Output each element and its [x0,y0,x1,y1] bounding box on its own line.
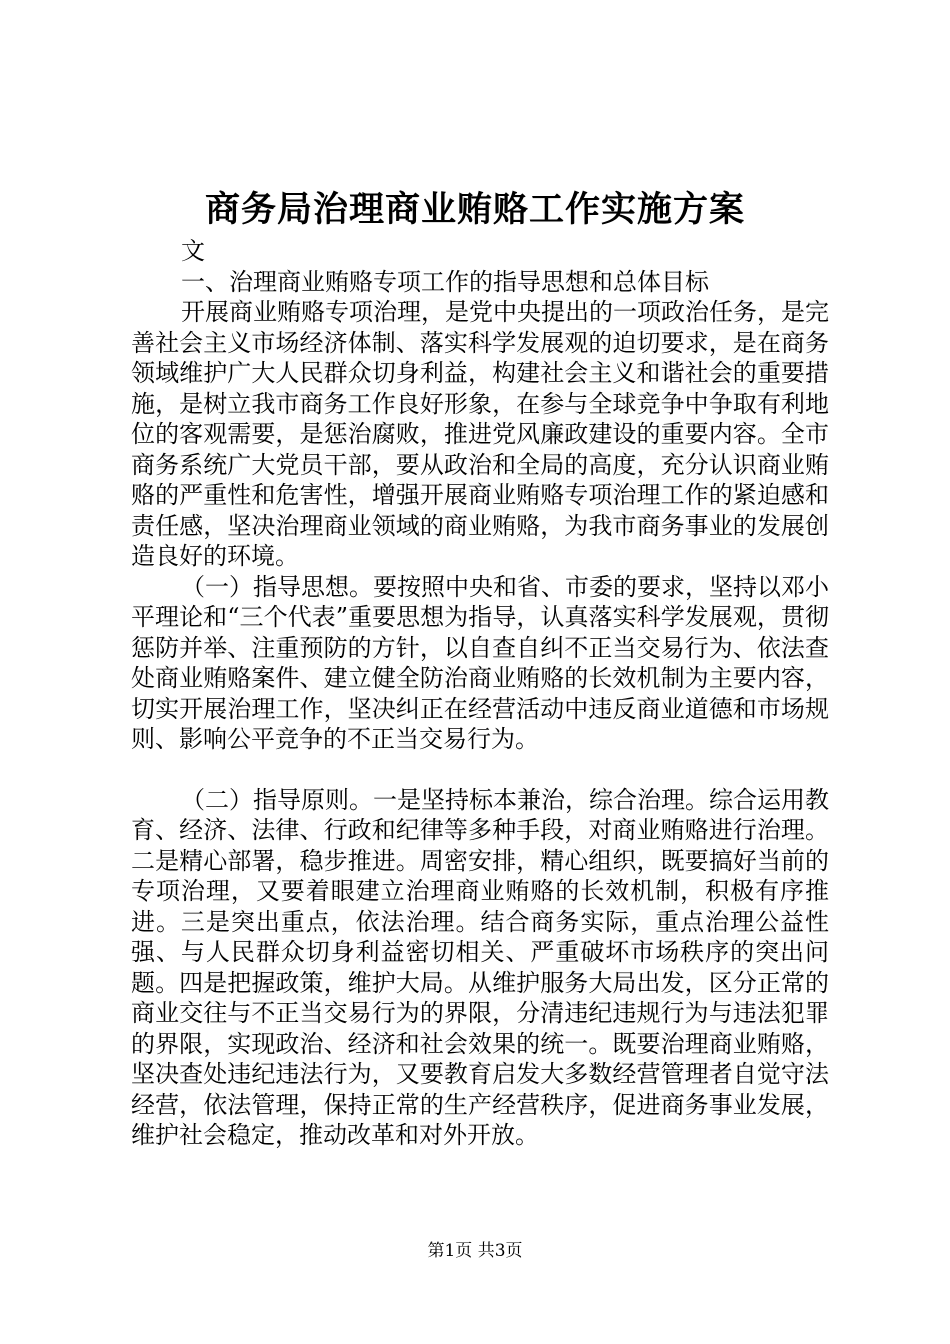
document-body [131,236,829,1151]
body-paragraph-2: 开展商业贿赂专项治理，是党中央提出的一项政治任务，是完善社会主义市场经济体制、落实科学发展观的迫切要求，是在商务领域维护广大人民群众切身利益，构建社会主义和谐社会的重要措施，是树立我市商务工作良好形象，在参与全球竞争中争取有利地位的客观需要，是惩治腐败，推进党风廉政建设的重要内容。全市商务系统广大党员干部，要从政治和全局的高度，充分认识商业贿赂的严重性和危害性，增强开展商业贿赂专项治理工作的紧迫感和责任感，坚决治理商业领域的商业贿赂，为我市商务事业的发展创造良好的环境。 [131,298,829,570]
document-title: 商务局治理商业贿赂工作实施方案 [204,189,745,230]
body-paragraph-3: （一）指导思想。要按照中央和省、市委的要求，坚持以邓小平理论和“三个代表”重要思想为指导，认真落实科学发展观，贯彻惩防并举、注重预防的方针，以自查自纠不正当交易行为、依法查处商业贿赂案件、建立健全防治商业贿赂的长效机制为主要内容，切实开展治理工作，坚决纠正在经营活动中违反商业道德和市场规则、影响公平竞争的不正当交易行为。 [131,572,829,753]
section-heading-1: 一、治理商业贿赂专项工作的指导思想和总体目标 [181,267,709,296]
body-paragraph-4: （二）指导原则。一是坚持标本兼治，综合治理。综合运用教育、经济、法律、行政和纪律等多种手段，对商业贿赂进行治理。二是精心部署，稳步推进。周密安排，精心组织，既要搞好当前的专项治理，又要着眼建立治理商业贿赂的长效机制，积极有序推进。三是突出重点，依法治理。结合商务实际，重点治理公益性强、与人民群众切身利益密切相关、严重破坏市场秩序的突出问题。四是把握政策，维护大局。从维护服务大局出发，区分正常的商业交往与不正当交易行为的界限，分清违纪违规行为与违法犯罪的界限，实现政治、经济和社会效果的统一。既要治理商业贿赂，坚决查处违纪违法行为，又要教育启发大多数经营管理者自觉守法经营，依法管理，保持正常的生产经营秩序，促进商务事业发展，维护社会稳定，推动改革和对外开放。 [131,785,829,1149]
body-paragraph-1: 文 [181,237,205,265]
page-footer: 第1页 共3页 [427,1241,523,1261]
